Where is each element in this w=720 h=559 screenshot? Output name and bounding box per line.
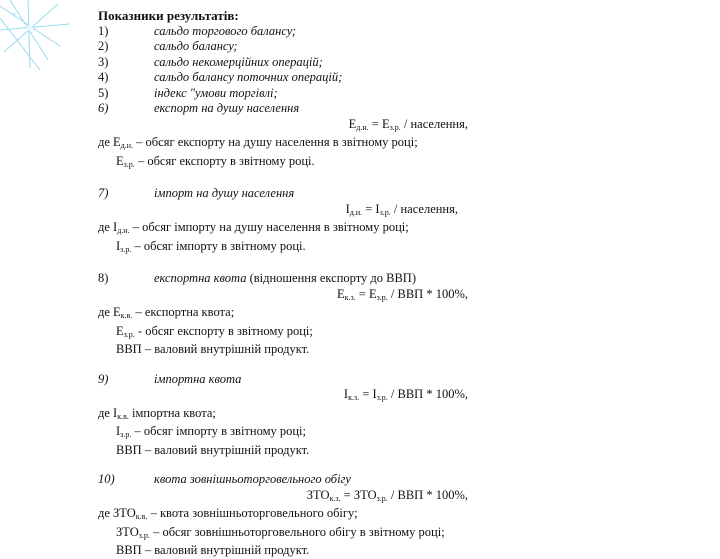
list-item: 3) сальдо некомерційних операцій; [98,54,323,69]
definition-line: ВВП – валовий внутрішній продукт. [116,442,310,457]
definition-line: $ЗТО_{з.р.}$ – обсяг зовнішньоторговельного обігу в звітному році; [116,524,445,540]
page-title: Показники результатів: [98,8,239,23]
definition-line: де $Е_{к.в.}$ – експортна квота; [98,305,235,320]
list-item: 7) імпорт на душу населення [98,186,295,200]
definition-line: де $ЗТО_{к.в.}$ – квота зовнішньоторговельного обігу; [98,506,358,521]
definition-line: $Е_{з.р.}$ – обсяг експорту в звітному році. [116,153,315,169]
formula-import-quota: $І_{к.з.} = І_{з.р.}$ / ВВП * 100%, [343,387,468,402]
list-item: 1) сальдо торгового балансу; [98,23,297,38]
list-item: 8) експортна квота (відношення експорту до ВВП) [98,271,416,285]
definition-line: де $І_{д.н.}$ – обсяг імпорту на душу населення в звітному році; [98,220,409,235]
document-page [98,8,698,559]
formula-import-per-capita: $І_{д.н.} = І_{з.р.}$ / населення, [345,201,458,217]
formula-export-per-capita: $Е_{д.н.} = Е_{з.р.}$ / населення, [348,116,468,132]
list-item: 2) сальдо балансу; [98,39,238,53]
list-item: 9) імпортна квота [98,371,242,386]
definition-line: $І_{з.р.}$ – обсяг імпорту в звітному році; [116,424,307,439]
definition-line: де $І_{к.в.}$ імпортна квота; [98,405,216,421]
formula-trade-turnover-quota: $ЗТО_{к.з.} = ЗТО_{з.р.}$ / ВВП * 100%, [306,487,468,503]
definition-line: ВВП – валовий внутрішній продукт. [116,342,310,356]
list-item: 4) сальдо балансу поточних операцій; [98,70,343,84]
formula-export-quota: $Е_{к.з.} = Е_{з.р.}$ / ВВП * 100%, [336,286,468,302]
definition-line: де $Е_{д.н.}$ – обсяг експорту на душу населення в звітному році; [98,135,418,150]
list-item: 6) експорт на душу населення [98,101,300,115]
list-item: 5) індекс "умови торгівлі; [98,85,278,100]
definition-line: $І_{з.р.}$ – обсяг імпорту в звітному році. [116,238,306,254]
definition-line: ВВП – валовий внутрішній продукт. [116,543,310,557]
definition-line: $Е_{з.р.}$ - обсяг експорту в звітному році; [116,323,313,339]
list-item: 10) квота зовнішньоторговельного обігу [98,472,351,486]
